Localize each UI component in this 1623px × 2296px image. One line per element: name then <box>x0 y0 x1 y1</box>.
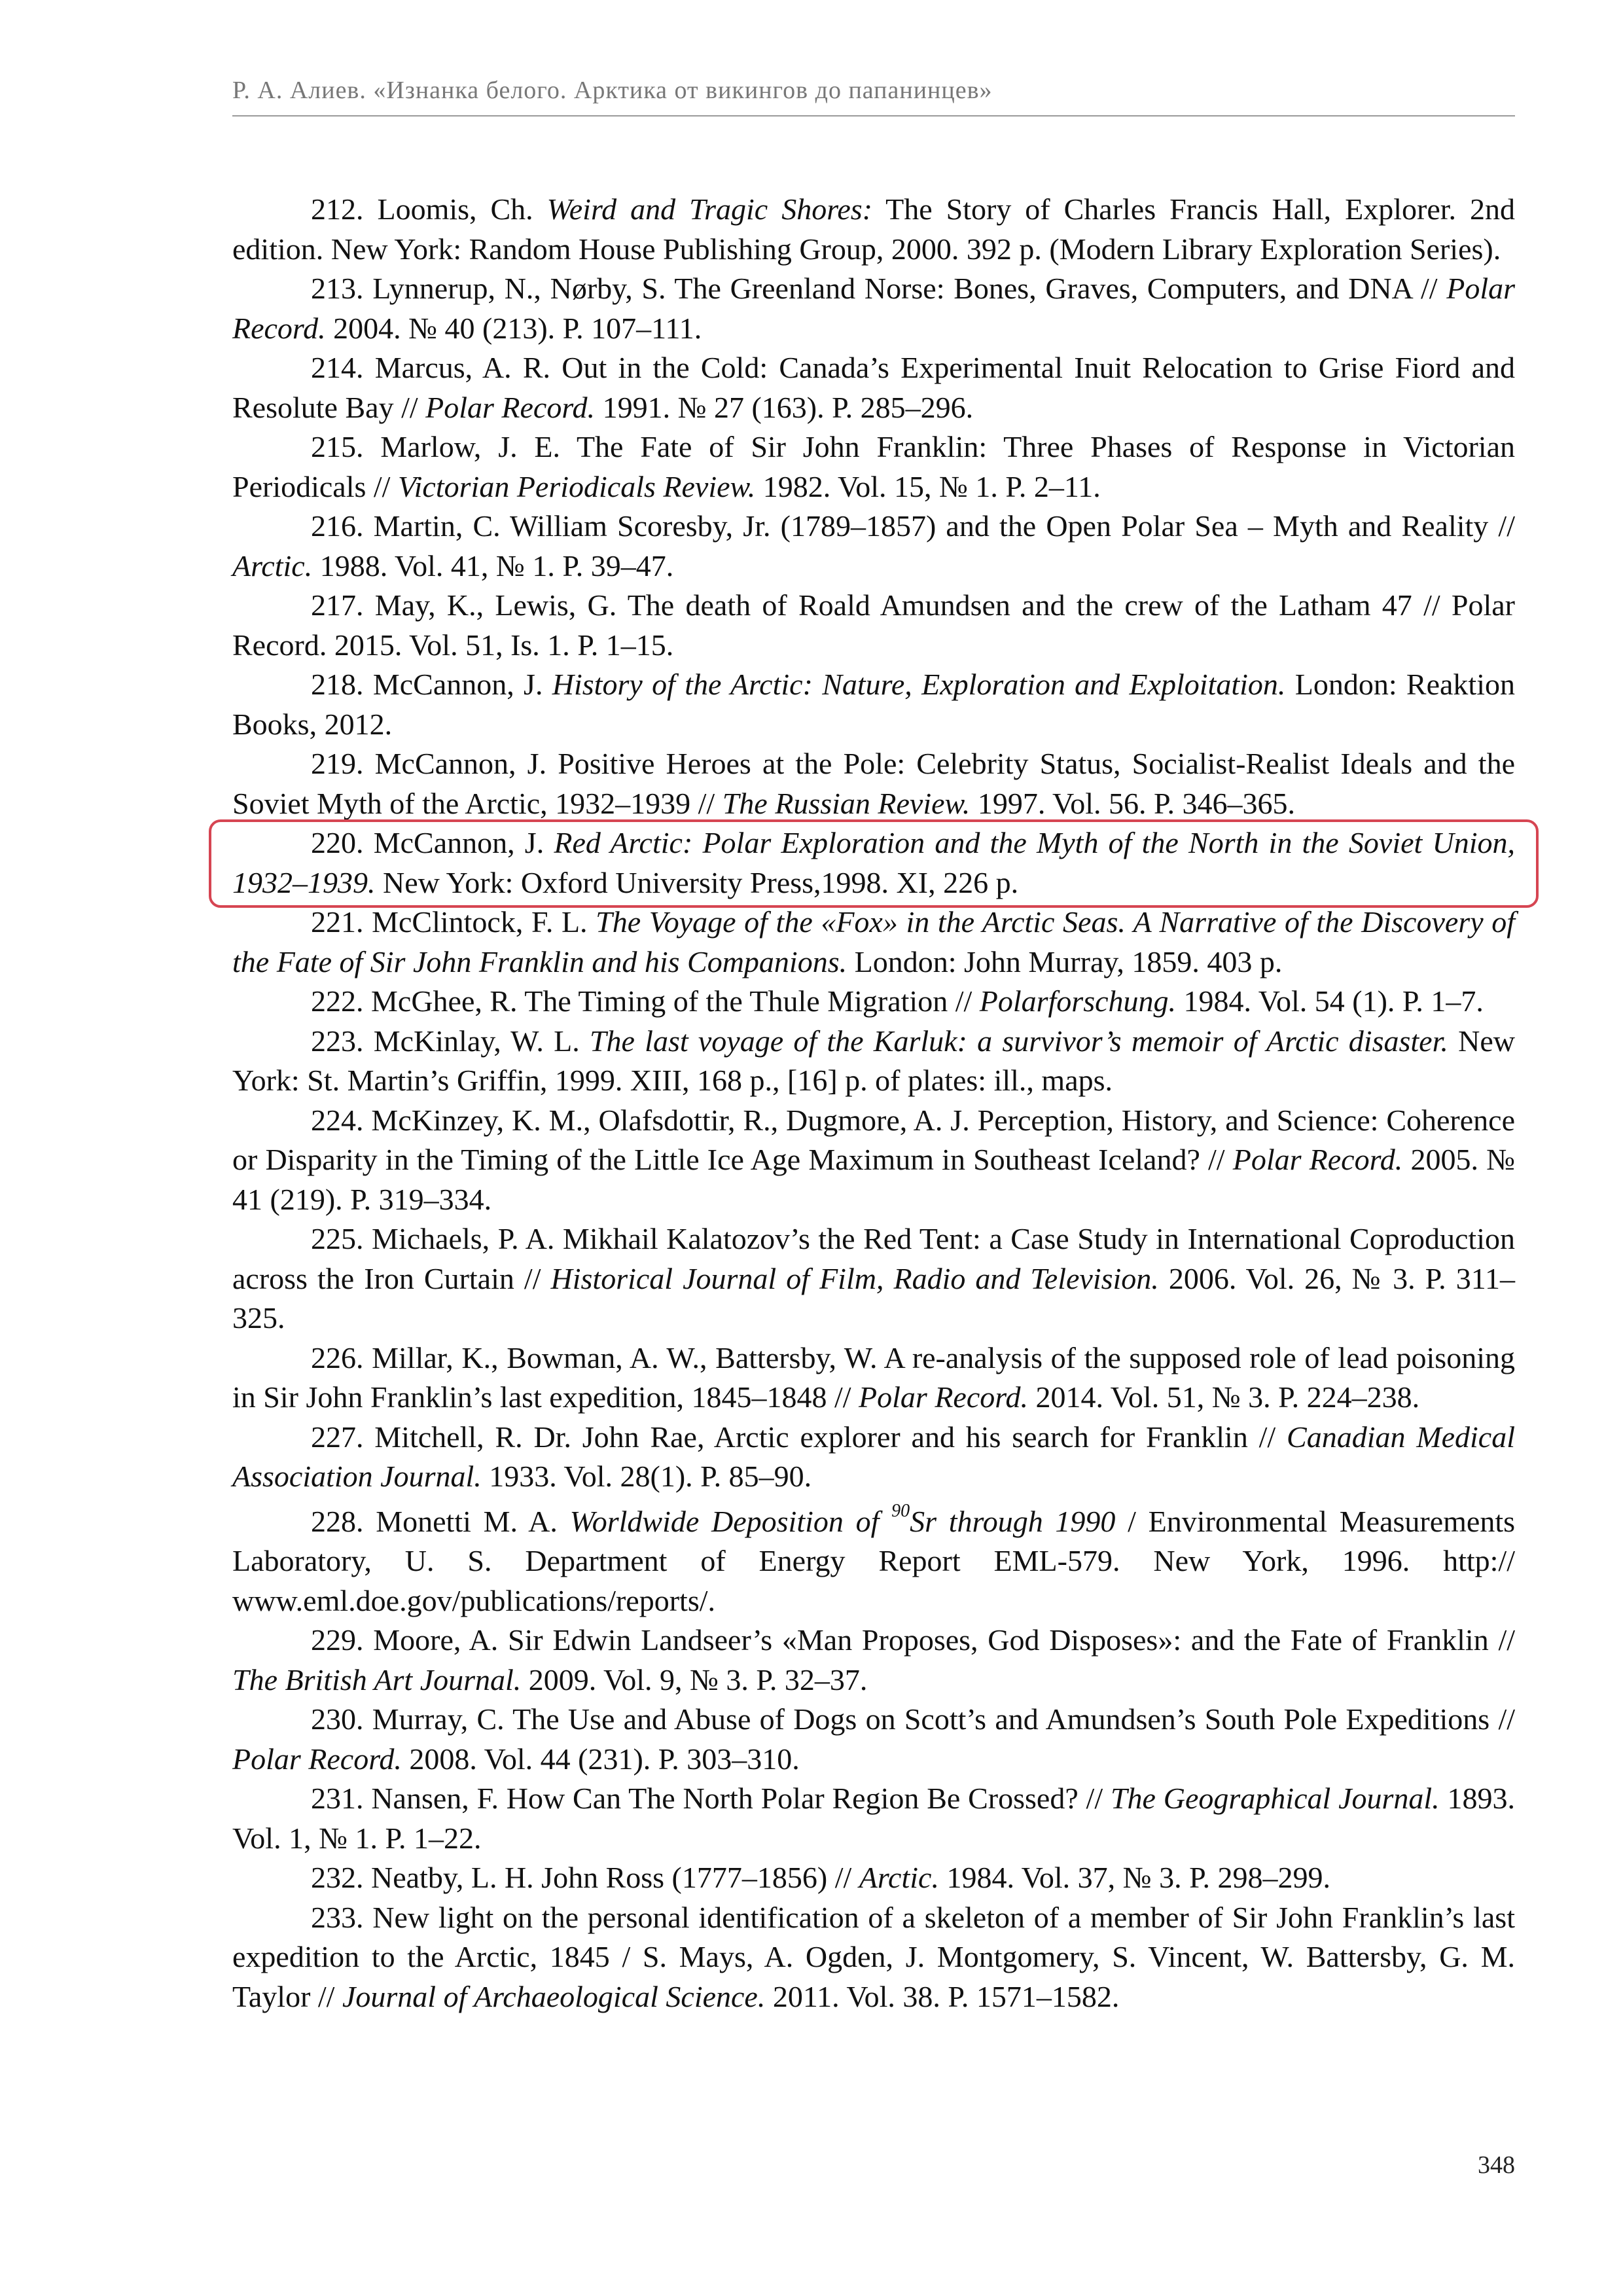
reference-text: 218. McCannon, J. <box>311 668 552 701</box>
reference-text: 219. McCannon, J. Positive Heroes at the Pole: Celebrity Status, Socialist-Realist Ideals and the Soviet Myth of the Arctic, 1932–1939 // <box>232 747 1515 820</box>
reference-text: 1893. Vol. 1, № 1. P. 1–22. <box>232 1782 1516 1855</box>
reference-title-italic: Weird and Tragic Shores: <box>546 192 873 226</box>
reference-text: 2004. № 40 (213). P. 107–111. <box>325 311 702 345</box>
reference-title-italic: Arctic. <box>232 548 313 583</box>
reference-text: 231. Nansen, F. How Can The North Polar Region Be Crossed? // <box>311 1782 1111 1815</box>
reference-text: 226. Millar, K., Bowman, A. W., Battersby, W. A re-analysis of the supposed role of lead poisoning in Sir John Franklin’s last expedition, 1845–1848 // <box>232 1340 1515 1414</box>
reference-text: 2009. Vol. 9, № 3. P. 32–37. <box>521 1662 868 1696</box>
reference-text: 225. Michaels, P. A. Mikhail Kalatozov’s the Red Tent: a Case Study in International Coproduction across the Iron Curtain // <box>232 1222 1515 1295</box>
reference-title-italic: The Russian Review. <box>722 786 971 820</box>
running-header: Р. А. Алиев. «Изнанка белого. Арктика от викингов до папанинцев» <box>232 77 993 104</box>
reference-title-italic: Journal of Archaeological Science. <box>342 1979 766 2013</box>
reference-title-italic: History of the Arctic: Nature, Exploration and Exploitation. <box>552 668 1286 701</box>
reference-title-italic: The British Art Journal. <box>232 1662 522 1696</box>
reference-text: 217. May, K., Lewis, G. The death of Roald Amundsen and the crew of the Latham 47 // Polar Record. 2015. Vol. 51, Is. 1. P. 1–15. <box>232 588 1515 662</box>
reference-list <box>232 190 1515 2017</box>
reference-entry-226 <box>232 1338 1515 1418</box>
reference-title-italic: Polar Record. <box>859 1380 1028 1414</box>
reference-text: / Environmental Measurements Laboratory, U. S. Department of Energy Report EML-579. New York, 1996. http:// www.eml.doe.gov/publications/reports/. <box>232 1504 1515 1617</box>
reference-title-italic: Historical Journal of Film, Radio and Television. <box>550 1261 1159 1295</box>
reference-title-italic: Arctic. <box>859 1861 939 1894</box>
reference-text: 2006. Vol. 26, № 3. P. 311–325. <box>232 1261 1515 1335</box>
reference-text: London: Reaktion Books, 2012. <box>232 668 1515 741</box>
reference-title-italic: Sr through 1990 <box>910 1504 1116 1538</box>
reference-text: 222. McGhee, R. The Timing of the Thule Migration // <box>311 984 980 1018</box>
reference-title-italic: Polar Record. <box>1232 1143 1403 1176</box>
reference-title-italic: The last voyage of the Karluk: a survivor’s memoir of Arctic disaster. <box>589 1024 1448 1058</box>
reference-entry-215 <box>232 427 1515 507</box>
reference-text: 233. New light on the personal identification of a skeleton of a member of Sir John Franklin’s last expedition to the Arctic, 1845 / S. Mays, A. Ogden, J. Montgomery, S. Vincent, W. Battersby, G. M. Taylor // <box>232 1900 1515 2013</box>
page-number: 348 <box>1478 2151 1515 2179</box>
reference-title-italic: The Geographical Journal. <box>1110 1782 1440 1815</box>
reference-text: 215. Marlow, J. E. The Fate of Sir John Franklin: Three Phases of Response in Victorian Periodicals // <box>232 430 1515 503</box>
reference-text: 221. McClintock, F. L. <box>311 905 596 939</box>
reference-text: 213. Lynnerup, N., Nørby, S. The Greenland Norse: Bones, Graves, Computers, and DNA // <box>311 272 1447 305</box>
reference-text: 1933. Vol. 28(1). P. 85–90. <box>481 1460 812 1493</box>
reference-entry-213 <box>232 269 1515 348</box>
reference-entry-222 <box>232 982 1515 1022</box>
reference-text: 224. McKinzey, K. M., Olafsdottir, R., Dugmore, A. J. Perception, History, and Science: Coherence or Disparity in the Timing of the Little Ice Age Maximum in Southeast Iceland? // <box>232 1103 1515 1176</box>
reference-title-italic: Victorian Periodicals Review. <box>397 469 756 503</box>
reference-entry-232 <box>232 1858 1515 1898</box>
reference-entry-227 <box>232 1418 1515 1497</box>
reference-text: 229. Moore, A. Sir Edwin Landseer’s «Man Proposes, God Disposes»: and the Fate of Franklin // <box>311 1623 1515 1657</box>
reference-text: 1982. Vol. 15, № 1. P. 2–11. <box>755 469 1101 503</box>
reference-text: 2011. Vol. 38. P. 1571–1582. <box>765 1979 1120 2013</box>
reference-entry-218 <box>232 665 1515 744</box>
reference-entry-221 <box>232 903 1515 982</box>
reference-text: 216. Martin, C. William Scoresby, Jr. (1789–1857) and the Open Polar Sea – Myth and Reality // <box>311 509 1515 543</box>
reference-entry-228 <box>232 1502 1515 1621</box>
reference-text: New York: Oxford University Press,1998. XI, 226 p. <box>375 865 1019 899</box>
reference-title-italic: Polar Record. <box>232 1742 402 1776</box>
reference-text: London: John Murray, 1859. 403 p. <box>847 944 1283 978</box>
reference-text: 2008. Vol. 44 (231). P. 303–310. <box>401 1742 800 1776</box>
reference-text: 230. Murray, C. The Use and Abuse of Dogs on Scott’s and Amundsen’s South Pole Expeditions // <box>311 1702 1515 1736</box>
reference-text: 228. Monetti M. A. <box>311 1504 570 1538</box>
reference-entry-217 <box>232 586 1515 665</box>
reference-text: 223. McKinlay, W. L. <box>311 1024 590 1058</box>
reference-text: 227. Mitchell, R. Dr. John Rae, Arctic explorer and his search for Franklin // <box>311 1420 1287 1454</box>
reference-entry-216 <box>232 507 1515 586</box>
reference-title-italic: The Voyage of the «Fox» in the Arctic Seas. A Narrative of the Discovery of the Fate of Sir John Franklin and his Companions. <box>232 905 1515 978</box>
reference-text: 1997. Vol. 56. P. 346–365. <box>970 786 1296 820</box>
reference-text: 1984. Vol. 37, № 3. P. 298–299. <box>938 1861 1331 1894</box>
reference-title-italic: Worldwide Deposition of <box>569 1504 892 1538</box>
superscript <box>891 1501 910 1521</box>
reference-text: 1984. Vol. 54 (1). P. 1–7. <box>1176 984 1484 1018</box>
reference-text: 220. McCannon, J. <box>311 826 554 859</box>
reference-entry-219 <box>232 744 1515 823</box>
reference-title-italic: Polar Record. <box>232 272 1515 345</box>
reference-text: New York: St. Martin’s Griffin, 1999. XIII, 168 p., [16] p. of plates: ill., maps. <box>232 1024 1515 1097</box>
reference-text: 1988. Vol. 41, № 1. P. 39–47. <box>312 548 674 583</box>
reference-entry-233 <box>232 1898 1515 2017</box>
reference-superscript: 90 <box>891 1501 910 1522</box>
reference-title-italic: Polarforschung. <box>979 984 1177 1018</box>
reference-entry-231 <box>232 1779 1515 1858</box>
reference-entry-212 <box>232 190 1515 269</box>
reference-entry-225 <box>232 1219 1515 1338</box>
reference-text: 214. Marcus, A. R. Out in the Cold: Canada’s Experimental Inuit Relocation to Grise Fiord and Resolute Bay // <box>232 351 1515 424</box>
reference-entry-220 <box>232 823 1515 903</box>
reference-title-italic: Polar Record. <box>425 390 596 424</box>
reference-title-italic: Red Arctic: Polar Exploration and the Myth of the North in the Soviet Union, 1932–1939. <box>232 826 1515 899</box>
reference-entry-229 <box>232 1621 1515 1700</box>
reference-entry-214 <box>232 348 1515 427</box>
header-divider <box>232 115 1515 117</box>
reference-entry-230 <box>232 1700 1515 1779</box>
reference-entry-223 <box>232 1022 1515 1101</box>
reference-text: 212. Loomis, Ch. <box>311 192 547 226</box>
reference-text: 1991. № 27 (163). P. 285–296. <box>595 390 974 424</box>
reference-text: The Story of Charles Francis Hall, Explorer. 2nd edition. New York: Random House Publishing Group, 2000. 392 p. (Modern Library Exploration Series). <box>232 192 1515 266</box>
reference-entry-224 <box>232 1101 1515 1220</box>
reference-text: 2014. Vol. 51, № 3. P. 224–238. <box>1027 1380 1420 1414</box>
reference-title-italic: Canadian Medical Association Journal. <box>232 1420 1515 1493</box>
reference-text: 232. Neatby, L. H. John Ross (1777–1856) // <box>311 1861 859 1894</box>
reference-text: 2005. № 41 (219). P. 319–334. <box>232 1143 1515 1216</box>
